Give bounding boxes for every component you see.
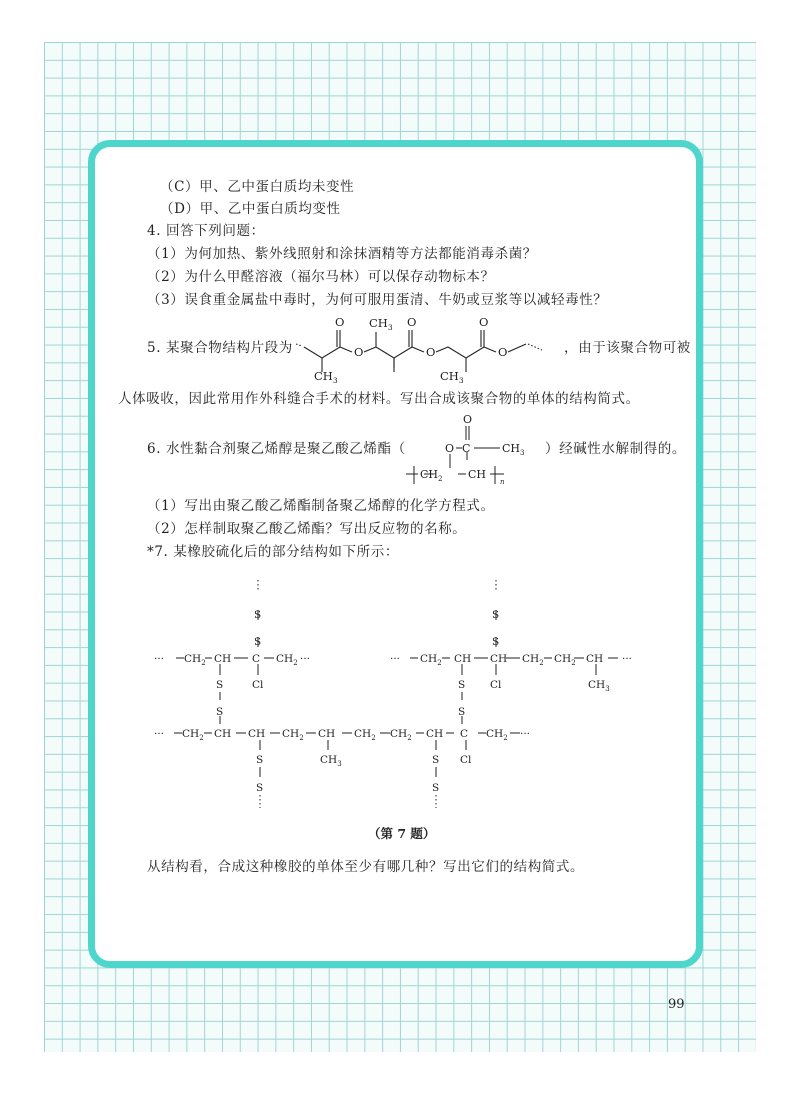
question-4-1: （1）为何加热、紫外线照射和涂抹酒精等方法都能消毒杀菌？ <box>147 246 537 262</box>
question-5-end: 人体吸收，因此常用作外科缝合手术的材料。写出合成该聚合物的单体的结构简式。 <box>118 391 640 407</box>
s-atom: S <box>458 706 466 718</box>
s-atom: S <box>216 706 224 718</box>
methyl-group: $CH_3$ <box>588 679 610 693</box>
s-atom: S <box>256 782 264 794</box>
figure-caption: （第 7 题） <box>368 826 436 841</box>
ester-o-1: O <box>354 345 364 359</box>
chain-dots: ··· <box>154 728 165 740</box>
ch-group: CH <box>426 728 444 740</box>
chain-dots: ··· <box>622 653 633 665</box>
ch2-group: $CH_2$ <box>184 653 206 667</box>
question-4-3: （3）误食重金属盐中毒时，为何可服用蛋清、牛奶或豆浆等以减轻毒性？ <box>147 292 608 308</box>
s-atom: S <box>254 609 262 621</box>
chain-dots: ··· <box>154 653 165 665</box>
pvac-methyl: $CH_3$ <box>502 442 525 457</box>
ch-group: CH <box>214 728 232 740</box>
pvac-ch: CH <box>468 468 487 481</box>
ch2-group: $CH_2$ <box>390 728 412 742</box>
c-atom: C <box>460 728 469 740</box>
ch-group: CH <box>490 653 508 665</box>
ester-o-2: O <box>426 345 436 359</box>
question-6-start: 6. 水性黏合剂聚乙烯醇是聚乙酸乙烯酯（ <box>147 441 406 457</box>
ch2-group: $CH_2$ <box>522 653 544 667</box>
question-6-end: ）经碱性水解制得的。 <box>545 441 686 457</box>
pvac-structure <box>400 412 545 496</box>
cl-atom: Cl <box>490 679 502 691</box>
pvac-ester-o: O <box>445 442 455 455</box>
c-atom: C <box>252 653 261 665</box>
carbonyl-o-3: O <box>479 315 489 329</box>
s-atom: S <box>432 782 440 794</box>
option-c: （C）甲、乙中蛋白质均未变性 <box>160 179 355 195</box>
chain-dots: ··· <box>520 728 531 740</box>
ch2-group: $CH_2$ <box>282 728 304 742</box>
ch2-group: $CH_2$ <box>420 653 442 667</box>
cl-atom: Cl <box>252 679 264 691</box>
vulcanized-rubber-structure <box>140 570 670 820</box>
page-number: 99 <box>668 997 685 1012</box>
question-4-2: （2）为什么甲醛溶液（福尔马林）可以保存动物标本？ <box>147 269 495 285</box>
question-7-follow: 从结构看，合成这种橡胶的单体至少有哪几种？写出它们的结构简式。 <box>147 859 585 875</box>
ch-group: CH <box>318 728 336 740</box>
chain-dots: ··· <box>300 653 311 665</box>
pvac-carbonyl-c: C <box>462 442 471 455</box>
ester-o-3: O <box>498 345 508 359</box>
s-atom: S <box>254 636 262 648</box>
methyl-1: $CH_3$ <box>369 316 393 332</box>
question-5-start: 5. 某聚合物结构片段为 <box>147 340 293 356</box>
option-d: （D）甲、乙中蛋白质均变性 <box>160 201 341 217</box>
polyester-structure <box>290 308 560 385</box>
s-atom: S <box>256 754 264 766</box>
ch-group: CH <box>214 653 232 665</box>
methyl-2: $CH_3$ <box>440 369 464 385</box>
methyl-0: $CH_3$ <box>314 369 338 385</box>
ch-group: CH <box>248 728 266 740</box>
pvac-ch2: $CH_2$ <box>420 468 443 483</box>
s-atom: S <box>458 679 466 691</box>
carbonyl-o-1: O <box>335 315 345 329</box>
cl-atom: Cl <box>460 754 472 766</box>
ch-group: CH <box>586 653 604 665</box>
chain-dots: ··· <box>390 653 401 665</box>
s-atom: S <box>432 754 440 766</box>
question-6-2: （2）怎样制取聚乙酸乙烯酯？写出反应物的名称。 <box>147 521 467 537</box>
ch-group: CH <box>454 653 472 665</box>
question-7: *7. 某橡胶硫化后的部分结构如下所示： <box>147 544 399 560</box>
ch2-group: $CH_2$ <box>354 728 376 742</box>
pvac-n-subscript: n <box>500 478 505 486</box>
pvac-carbonyl-o: O <box>463 413 473 426</box>
question-4: 4. 回答下列问题： <box>147 223 265 239</box>
question-6-1: （1）写出由聚乙酸乙烯酯制备聚乙烯醇的化学方程式。 <box>147 498 495 514</box>
s-atom: S <box>216 679 224 691</box>
carbonyl-o-2: O <box>407 315 417 329</box>
methyl-group: $CH_3$ <box>320 754 342 768</box>
ch2-group: $CH_2$ <box>276 653 298 667</box>
question-5-middle: ，由于该聚合物可被 <box>564 340 691 356</box>
s-atom: S <box>492 609 500 621</box>
ch2-group: $CH_2$ <box>554 653 576 667</box>
ch2-group: $CH_2$ <box>182 728 204 742</box>
s-atom: S <box>492 636 500 648</box>
ch2-group: $CH_2$ <box>486 728 508 742</box>
